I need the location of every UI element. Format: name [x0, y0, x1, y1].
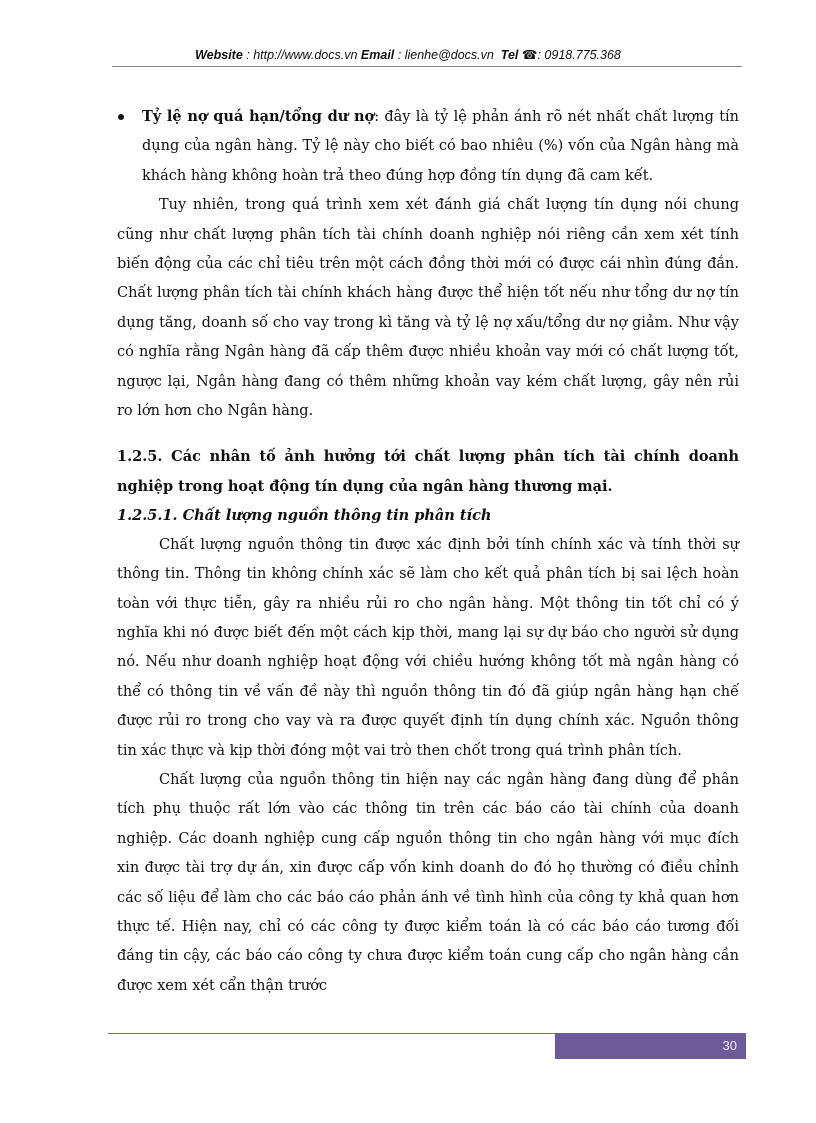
website-label: Website	[195, 48, 243, 62]
bullet-item	[117, 102, 739, 191]
page-number-badge	[555, 1033, 746, 1059]
bullet-paragraph	[142, 102, 739, 191]
paragraph-1: Tuy nhiên, trong quá trình xem xét đánh giá chất lượng tín dụng nói chung cũng như chất lượng phân tích tài chính doanh nghiệp nói riêng cần xem xét tính biến động của các chỉ tiêu trên một cách đồng thời mới có được cái nhìn đúng đắn. Chất lượng phân tích tài chính khách hàng được thể hiện tốt nếu như tổng dư nợ tín dụng tăng, doanh số cho vay trong kì tăng và tỷ lệ nợ xấu/tổng dư nợ giảm. Như vậy có nghĩa rằng Ngân hàng đã cấp thêm được nhiều khoản vay mới có chất lượng tốt, ngược lại, Ngân hàng đang có thêm những khoản vay kém chất lượng, gây nên rủi ro lớn hơn cho Ngân hàng.	[117, 197, 739, 420]
email-label: Email	[360, 48, 395, 62]
website-separator: :	[242, 48, 254, 62]
document-body	[117, 102, 739, 1001]
section-spacer	[117, 426, 739, 442]
email-address[interactable]: lienhe@docs.vn	[404, 48, 494, 62]
page-header	[0, 47, 816, 62]
website-url[interactable]: http://www.docs.vn	[253, 48, 358, 62]
tel-label: Tel	[500, 48, 519, 62]
email-separator: :	[394, 48, 405, 62]
paragraph-3: Chất lượng của nguồn thông tin hiện nay các ngân hàng đang dùng để phân tích phụ thuộc rất lớn vào các thông tin trên các báo cáo tài chính của doanh nghiệp. Các doanh nghiệp cung cấp nguồn thông tin cho ngân hàng với mục đích xin được tài trợ dự án, xin được cấp vốn kinh doanh do đó họ thường có điều chỉnh các số liệu để làm cho các báo cáo phản ánh về tình hình của công ty khả quan hơn thực tế. Hiện nay, chỉ có các công ty được kiểm toán là có các báo cáo tương đối đáng tin cậy, các báo cáo công ty chưa được kiểm toán cung cấp cho ngân hàng cần được xem xét cẩn thận trước	[117, 771, 739, 994]
subsection-heading-1-2-5-1: 1.2.5.1. Chất lượng nguồn thông tin phân tích	[117, 507, 492, 525]
bullet-icon	[118, 114, 124, 120]
phone-number: : 0918.775.368	[537, 48, 621, 62]
paragraph-2: Chất lượng nguồn thông tin được xác định bởi tính chính xác và tính thời sự thông tin. Thông tin không chính xác sẽ làm cho kết quả phân tích bị sai lệch hoàn toàn với thực tiễn, gây ra nhiều rủi ro cho ngân hàng. Một thông tin tốt chỉ có ý nghĩa khi nó được biết đến một cách kịp thời, mang lại sự dự báo cho người sử dụng nó. Nếu như doanh nghiệp hoạt động với chiều hướng không tốt mà ngân hàng có thể có thông tin về vấn đề này thì nguồn thông tin đó đã giúp ngân hàng hạn chế được rủi ro trong cho vay và ra được quyết định tín dụng chính xác. Nguồn thông tin xác thực và kịp thời đóng một vai trò then chốt trong quá trình phân tích.	[117, 536, 739, 759]
bullet-text: : đây là tỷ lệ phản ánh rõ nét nhất chất lượng tín dụng của ngân hàng. Tỷ lệ này cho biết có bao nhiêu (%) vốn của Ngân hàng mà khách hàng không hoàn trả theo đúng hợp đồng tín dụng đã cam kết.	[142, 109, 740, 184]
phone-icon: ☎	[521, 48, 538, 62]
bullet-term: Tỷ lệ nợ quá hạn/tổng dư nợ	[142, 108, 375, 125]
page-number: 30	[722, 1038, 737, 1053]
header-divider	[112, 66, 742, 67]
section-heading-1-2-5: 1.2.5. Các nhân tố ảnh hưởng tới chất lượng phân tích tài chính doanh nghiệp trong hoạt động tín dụng của ngân hàng thương mại.	[117, 448, 739, 495]
